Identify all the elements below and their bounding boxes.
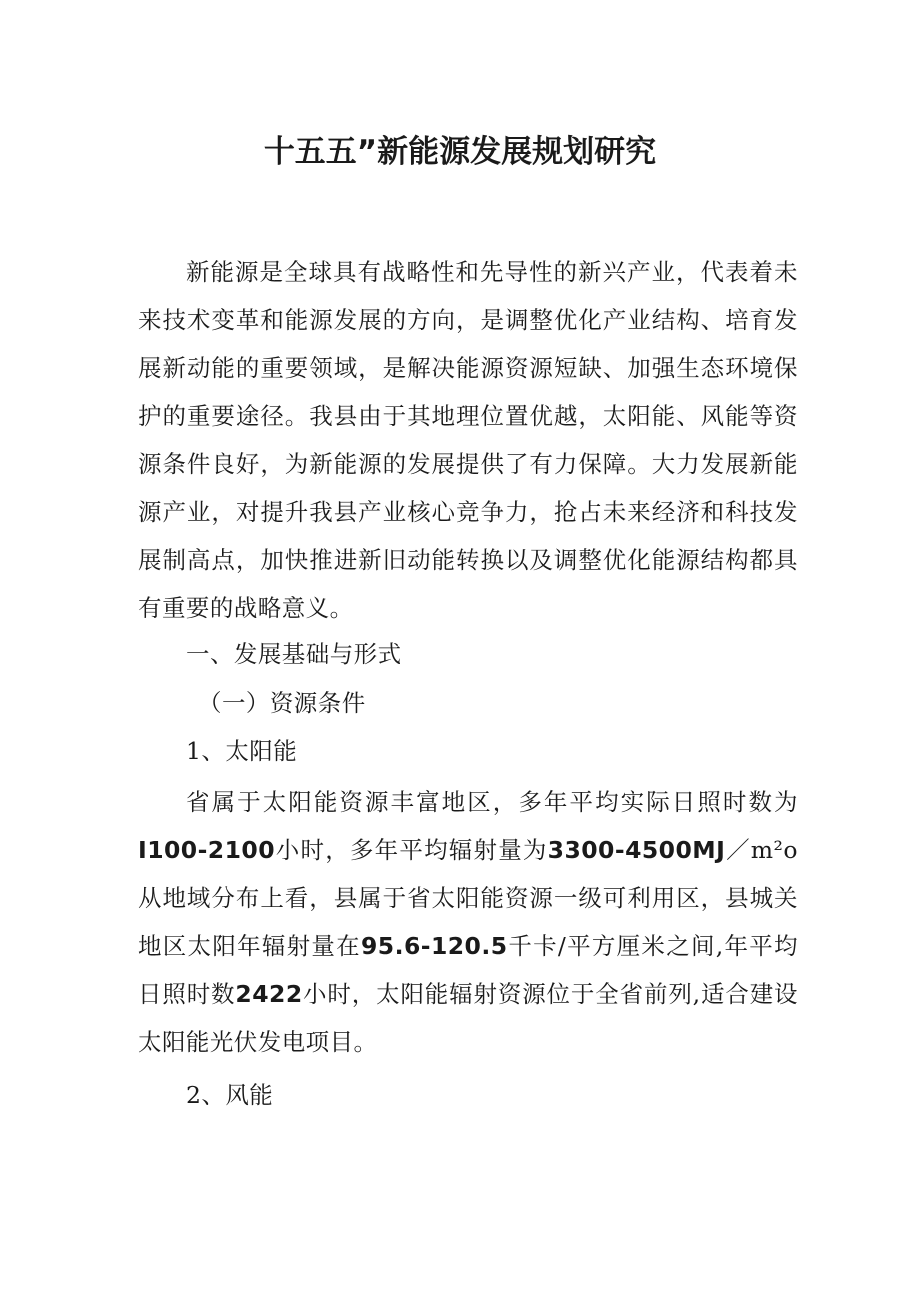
solar-text-e: 小时，太阳能辐射资源位于全省前列,适合建设太阳能光伏发电项目。 xyxy=(138,980,798,1056)
solar-paragraph xyxy=(138,778,798,1066)
solar-text-c: ／m²o从地域分布上看，县属于省太阳能资源一级可利用区，县城关地区太阳年辐射量在 xyxy=(138,836,798,960)
section-heading: 一、发展基础与形式 xyxy=(186,640,402,668)
radiation-range: 3300-4500MJ xyxy=(547,836,726,864)
intro-paragraph: 新能源是全球具有战略性和先导性的新兴产业，代表着未来技术变革和能源发展的方向，是调整优化产业结构、培育发展新动能的重要领域，是解决能源资源短缺、加强生态环境保护的重要途径。我县由于其地理位置优越，太阳能、风能等资源条件良好，为新能源的发展提供了有力保障。大力发展新能源产业，对提升我县产业核心竞争力，抢占未来经济和科技发展制高点，加快推进新旧动能转换以及调整优化能源结构都具有重要的战略意义。 xyxy=(138,258,798,622)
annual-radiation-range: 95.6-120.5 xyxy=(360,932,508,960)
solar-text-b: 小时，多年平均辐射量为 xyxy=(275,836,548,864)
annual-sunshine-hours: 2422 xyxy=(235,980,303,1008)
document-title: 十五五”新能源发展规划研究 xyxy=(263,134,657,170)
item-heading-wind: 2、风能 xyxy=(186,1081,274,1109)
subsection-heading: （一）资源条件 xyxy=(198,689,366,717)
item-heading-solar: 1、太阳能 xyxy=(186,737,298,765)
sunshine-range: I100-2100 xyxy=(138,836,276,864)
solar-text-a: 省属于太阳能资源丰富地区，多年平均实际日照时数为 xyxy=(186,788,798,816)
solar-text-d: 千卡/平方厘米之间,年平均日照时数 xyxy=(138,932,798,1008)
